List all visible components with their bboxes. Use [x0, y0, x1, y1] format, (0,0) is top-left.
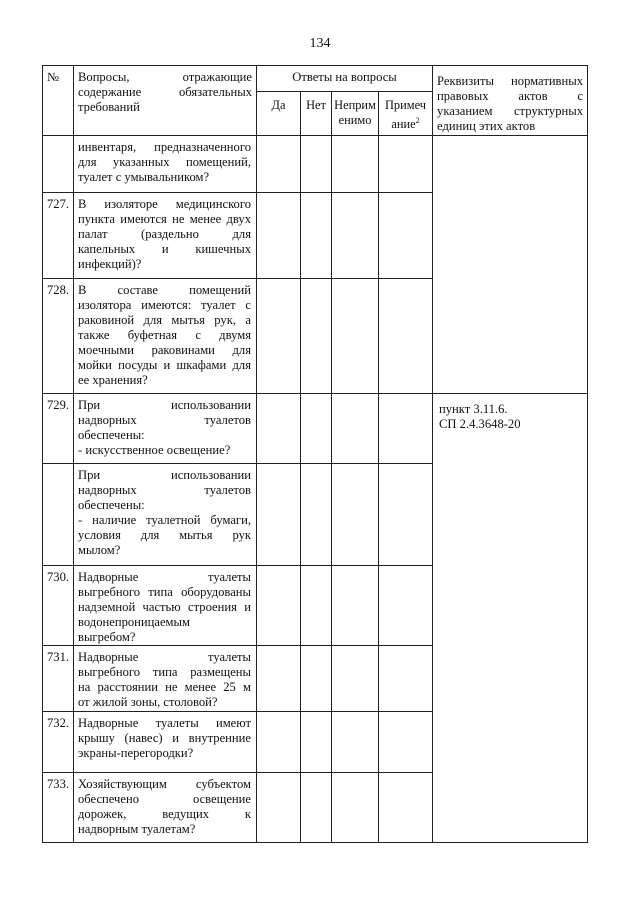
question-line: надземной частью строения и [78, 600, 251, 614]
answer-yes-cell[interactable] [257, 394, 301, 464]
question-line: мылом? [78, 543, 121, 557]
answer-yes-cell[interactable] [257, 193, 301, 279]
header-requisites: Реквизиты нормативных правовых актов с указанием структурных единиц этих актов [433, 66, 588, 136]
answer-note-cell[interactable] [379, 566, 433, 646]
question-line: дорожек, ведущих к [78, 807, 251, 821]
answer-no-cell[interactable] [301, 646, 332, 712]
question-line: инфекций)? [78, 257, 142, 271]
question-line: - наличие туалетной бумаги, [78, 513, 251, 527]
answer-note-cell[interactable] [379, 712, 433, 773]
answer-yes-cell[interactable] [257, 136, 301, 193]
question-line: выгребом? [78, 630, 136, 644]
answer-not-applicable-cell[interactable] [332, 646, 379, 712]
question-line: ее хранения? [78, 373, 148, 387]
page-number: 134 [309, 36, 331, 51]
answer-note-cell[interactable] [379, 136, 433, 193]
question-line: экраны-перегородки? [78, 746, 194, 760]
row-number: 730. [43, 566, 74, 646]
question-line: палат (раздельно для [78, 227, 251, 241]
row-number: 728. [43, 279, 74, 394]
question-line: выгребного типа размещены [78, 665, 251, 679]
question-line: В изоляторе медицинского [78, 197, 251, 211]
question-line: обеспечено освещение [78, 792, 251, 806]
question-line: водонепроницаемым [78, 615, 190, 629]
row-number: 732. [43, 712, 74, 773]
question-line: раковиной для мытья рук, а [78, 313, 251, 327]
question-line: При использовании [78, 468, 251, 482]
row-number: 729. [43, 394, 74, 464]
question-line: надворным туалетам? [78, 822, 196, 836]
row-number: 733. [43, 773, 74, 843]
answer-not-applicable-cell[interactable] [332, 279, 379, 394]
answer-yes-cell[interactable] [257, 712, 301, 773]
question-line: Надворные туалеты имеют [78, 716, 251, 730]
question-cell [74, 712, 257, 773]
question-line: от жилой зоны, столовой? [78, 695, 218, 709]
answer-no-cell[interactable] [301, 773, 332, 843]
header-number: № [43, 66, 74, 136]
answer-no-cell[interactable] [301, 193, 332, 279]
answer-note-cell[interactable] [379, 279, 433, 394]
question-line: надворных туалетов [78, 483, 251, 497]
question-line: крышу (навес) и внутренние [78, 731, 251, 745]
header-note [379, 92, 433, 136]
answer-not-applicable-cell[interactable] [332, 136, 379, 193]
question-cell [74, 566, 257, 646]
question-line: также буфетная с двумя [78, 328, 251, 342]
answer-not-applicable-cell[interactable] [332, 193, 379, 279]
question-line: Надворные туалеты [78, 650, 251, 664]
question-line: на расстоянии не менее 25 м [78, 680, 251, 694]
answer-note-cell[interactable] [379, 193, 433, 279]
answer-not-applicable-cell[interactable] [332, 394, 379, 464]
question-cell [74, 136, 257, 193]
question-line: надворных туалетов [78, 413, 251, 427]
answer-yes-cell[interactable] [257, 566, 301, 646]
answer-no-cell[interactable] [301, 136, 332, 193]
row-number: 727. [43, 193, 74, 279]
row-number [43, 136, 74, 193]
answer-not-applicable-cell[interactable] [332, 773, 379, 843]
answer-not-applicable-cell[interactable] [332, 464, 379, 566]
table-row [43, 394, 588, 464]
answer-yes-cell[interactable] [257, 464, 301, 566]
header-answers: Ответы на вопросы [257, 66, 433, 92]
question-cell [74, 279, 257, 394]
answer-not-applicable-cell[interactable] [332, 712, 379, 773]
header-not-applicable: Неприм енимо [332, 92, 379, 136]
answer-yes-cell[interactable] [257, 279, 301, 394]
question-line: Надворные туалеты [78, 570, 251, 584]
question-line: - искусственное освещение? [78, 443, 231, 457]
header-yes: Да [257, 92, 301, 136]
question-line: изолятора имеются: туалет с [78, 298, 251, 312]
question-cell [74, 646, 257, 712]
answer-note-cell[interactable] [379, 464, 433, 566]
question-cell [74, 394, 257, 464]
question-line: мойки посуды и шкафами для [78, 358, 251, 372]
question-line: капельных и кишечных [78, 242, 251, 256]
answer-yes-cell[interactable] [257, 773, 301, 843]
header-no: Нет [301, 92, 332, 136]
answer-yes-cell[interactable] [257, 646, 301, 712]
table-row [43, 136, 588, 193]
question-cell [74, 464, 257, 566]
row-number [43, 464, 74, 566]
answer-note-cell[interactable] [379, 646, 433, 712]
question-line: условия для мытья рук [78, 528, 251, 542]
answer-note-cell[interactable] [379, 394, 433, 464]
answer-no-cell[interactable] [301, 279, 332, 394]
header-note-text: Примеч ание [384, 98, 427, 132]
question-line: выгребного типа оборудованы [78, 585, 251, 599]
question-cell [74, 193, 257, 279]
answer-no-cell[interactable] [301, 712, 332, 773]
header-note-footnote: 2 [415, 116, 420, 125]
answer-no-cell[interactable] [301, 394, 332, 464]
answer-no-cell[interactable] [301, 566, 332, 646]
answer-no-cell[interactable] [301, 464, 332, 566]
question-line: моечными раковинами для [78, 343, 251, 357]
question-line: обеспечены: [78, 428, 145, 442]
question-line: инвентаря, предназначенного [78, 140, 251, 154]
question-line: При использовании [78, 398, 251, 412]
question-line: пункта имеются не менее двух [78, 212, 251, 226]
table-body [43, 136, 588, 843]
question-cell [74, 773, 257, 843]
row-number: 731. [43, 646, 74, 712]
answer-note-cell[interactable] [379, 773, 433, 843]
answer-not-applicable-cell[interactable] [332, 566, 379, 646]
question-line: для указанных помещений, [78, 155, 251, 169]
requisites-cell-empty [433, 136, 588, 394]
requisites-cell: пункт 3.11.6. СП 2.4.3648-20 [433, 394, 588, 843]
question-line: туалет с умывальником? [78, 170, 210, 184]
checklist-table [42, 65, 588, 843]
question-line: обеспечены: [78, 498, 145, 512]
question-line: Хозяйствующим субъектом [78, 777, 251, 791]
header-question: Вопросы, отражающие содержание обязательных требований [74, 66, 257, 136]
question-line: В составе помещений [78, 283, 251, 297]
